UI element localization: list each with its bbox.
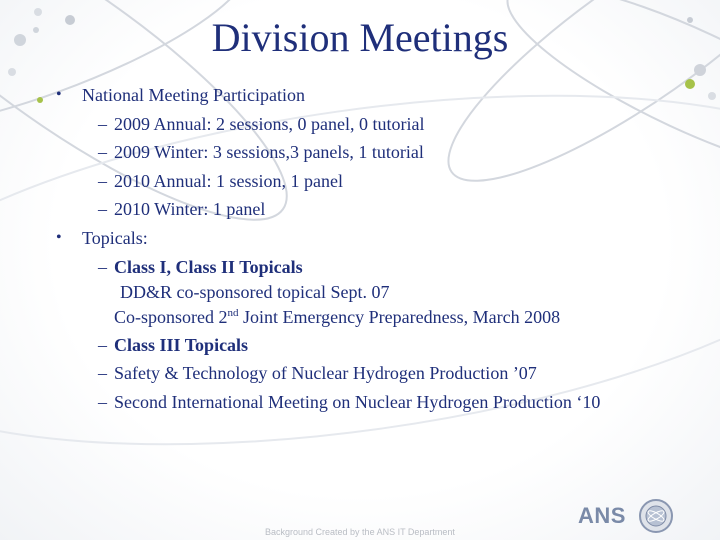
subitem-safety-technology: Safety & Technology of Nuclear Hydrogen Production ’07 [114,363,537,383]
ans-logo-text: ANS [578,503,626,528]
ans-logo [578,499,690,533]
ans-seal-icon [638,499,674,533]
dash-glyph: – [98,363,107,383]
subitem-2010-annual: 2010 Annual: 1 session, 1 panel [114,171,343,191]
bullet-national-meeting: National Meeting Participation [82,85,305,105]
note-text-after: Joint Emergency Preparedness, March 2008 [238,307,561,327]
dash-glyph: – [98,171,107,191]
dash-glyph: – [98,392,107,412]
note-ddr-topical: DD&R co-sponsored topical Sept. 07 [120,282,390,302]
dash-glyph: – [98,114,107,134]
subitem-2009-winter: 2009 Winter: 3 sessions,3 panels, 1 tutorial [114,142,424,162]
dash-glyph: – [98,142,107,162]
note-superscript: nd [227,307,239,319]
subitem-class-i-ii: Class I, Class II Topicals [114,257,303,277]
dash-glyph: – [98,199,107,219]
note-text-before: Co-sponsored 2 [114,307,228,327]
bullet-topicals: Topicals: [82,228,148,248]
dash-glyph: – [98,335,107,355]
slide-title: Division Meetings [211,15,509,60]
dash-glyph: – [98,257,107,277]
bullet-dot: • [56,229,62,246]
footer-credit: Background Created by the ANS IT Department [265,527,455,537]
note-joint-emergency [114,306,560,328]
subitem-second-international: Second International Meeting on Nuclear Hydrogen Production ‘10 [114,392,601,412]
subitem-2009-annual: 2009 Annual: 2 sessions, 0 panel, 0 tutorial [114,114,425,134]
subitem-class-iii: Class III Topicals [114,335,249,355]
subitem-2010-winter: 2010 Winter: 1 panel [114,199,266,219]
bullet-dot: • [56,86,62,103]
